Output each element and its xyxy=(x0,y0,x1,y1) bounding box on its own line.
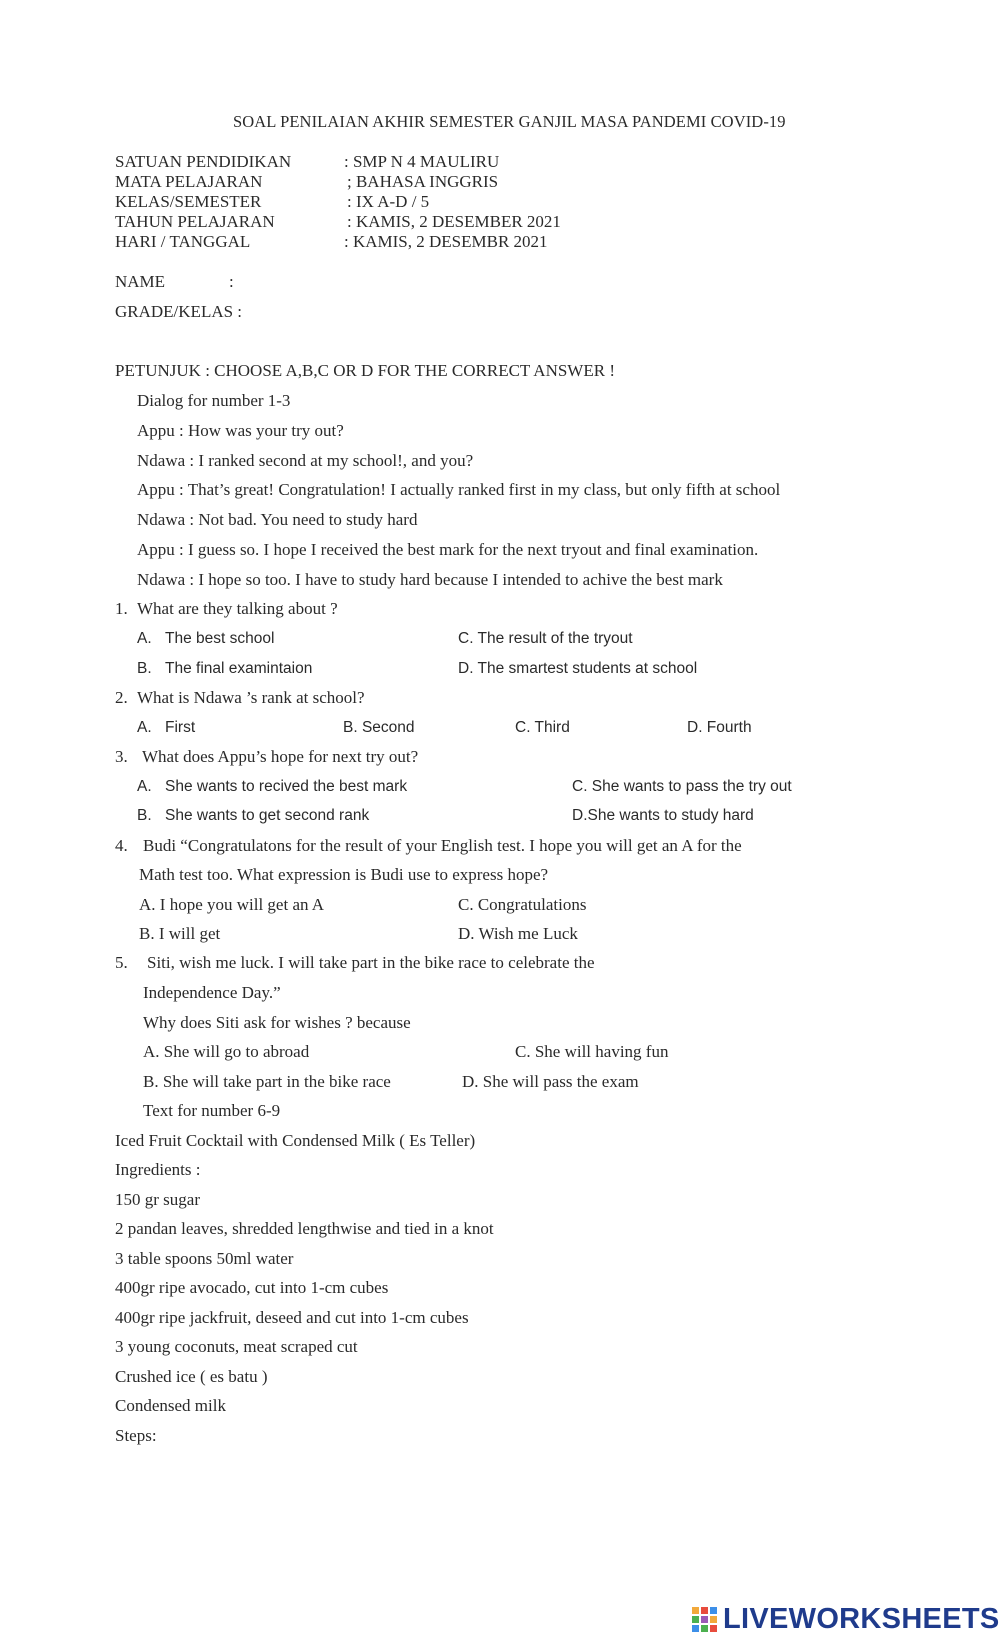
option-a-letter[interactable]: A. xyxy=(137,719,152,736)
header-value: : KAMIS, 2 DESEMBER 2021 xyxy=(347,212,561,231)
option-a[interactable]: First xyxy=(165,719,196,736)
header-value: : SMP N 4 MAULIRU xyxy=(344,152,500,171)
ingredient-item: Condensed milk xyxy=(115,1396,226,1415)
question-number: 4. xyxy=(115,836,128,855)
question-text: Independence Day.” xyxy=(143,983,281,1002)
steps-label: Steps: xyxy=(115,1426,157,1445)
page-title: SOAL PENILAIAN AKHIR SEMESTER GANJIL MASA PANDEMI COVID-19 xyxy=(233,112,786,131)
dialog-line: Ndawa : I hope so too. I have to study hard because I intended to achive the best mark xyxy=(137,570,723,589)
header-label: SATUAN PENDIDIKAN xyxy=(115,152,292,171)
option-b[interactable]: The final examintaion xyxy=(165,660,313,677)
option-a-letter[interactable]: A. xyxy=(137,630,152,647)
option-a[interactable]: A. She will go to abroad xyxy=(143,1042,310,1061)
option-b[interactable]: She wants to get second rank xyxy=(165,807,370,824)
liveworksheets-watermark[interactable] xyxy=(691,1603,1000,1635)
option-d[interactable]: D. She will pass the exam xyxy=(462,1072,639,1091)
option-b[interactable]: B. She will take part in the bike race xyxy=(143,1072,391,1091)
liveworksheets-brand: LIVEWORKSHEETS xyxy=(723,1603,1000,1635)
option-d[interactable]: D. The smartest students at school xyxy=(458,660,698,677)
option-c[interactable]: C. The result of the tryout xyxy=(458,630,633,647)
question-number: 1. xyxy=(115,599,128,618)
option-d[interactable]: D. Fourth xyxy=(687,719,752,736)
option-b-letter[interactable]: B. xyxy=(137,660,152,677)
option-a[interactable]: A. I hope you will get an A xyxy=(139,895,325,914)
recipe-title: Iced Fruit Cocktail with Condensed Milk ( Es Teller) xyxy=(115,1131,476,1150)
header-label: KELAS/SEMESTER xyxy=(115,192,262,211)
header-value: ; BAHASA INGGRIS xyxy=(347,172,499,191)
question-text: Why does Siti ask for wishes ? because xyxy=(143,1013,411,1032)
name-label: NAME xyxy=(115,272,166,291)
ingredients-label: Ingredients : xyxy=(115,1160,201,1179)
question-text: What is Ndawa ’s rank at school? xyxy=(137,688,365,707)
header-label: TAHUN PELAJARAN xyxy=(115,212,275,231)
question-number: 2. xyxy=(115,688,128,707)
ingredient-item: 400gr ripe jackfruit, deseed and cut into 1-cm cubes xyxy=(115,1308,469,1327)
option-b[interactable]: B. Second xyxy=(343,719,415,736)
dialog-line: Appu : That’s great! Congratulation! I actually ranked first in my class, but only fifth at school xyxy=(137,480,781,499)
question-text: What are they talking about ? xyxy=(137,599,338,618)
question-text: Math test too. What expression is Budi use to express hope? xyxy=(139,865,549,884)
ingredient-item: 3 table spoons 50ml water xyxy=(115,1249,294,1268)
ingredient-item: 2 pandan leaves, shredded lengthwise and tied in a knot xyxy=(115,1219,494,1238)
option-c[interactable]: C. Congratulations xyxy=(458,895,587,914)
name-colon: : xyxy=(229,272,234,291)
instructions: PETUNJUK : CHOOSE A,B,C OR D FOR THE CORRECT ANSWER ! xyxy=(115,361,615,380)
option-a[interactable]: She wants to recived the best mark xyxy=(165,778,408,795)
ingredient-item: 400gr ripe avocado, cut into 1-cm cubes xyxy=(115,1278,389,1297)
option-c[interactable]: C. She will having fun xyxy=(515,1042,669,1061)
recipe-intro: Text for number 6-9 xyxy=(143,1101,281,1120)
dialog-line: Appu : I guess so. I hope I received the best mark for the next tryout and final examination. xyxy=(137,540,759,559)
dialog-heading: Dialog for number 1-3 xyxy=(137,391,291,410)
option-b[interactable]: B. I will get xyxy=(139,924,221,943)
option-a[interactable]: The best school xyxy=(165,630,275,647)
question-text: Budi “Congratulatons for the result of your English test. I hope you will get an A for the xyxy=(143,836,742,855)
ingredient-item: 150 gr sugar xyxy=(115,1190,200,1209)
grade-label: GRADE/KELAS : xyxy=(115,302,243,321)
liveworksheets-logo-icon xyxy=(691,1605,719,1633)
dialog-line: Appu : How was your try out? xyxy=(137,421,344,440)
dialog-line: Ndawa : I ranked second at my school!, and you? xyxy=(137,451,474,470)
ingredient-item: 3 young coconuts, meat scraped cut xyxy=(115,1337,358,1356)
option-a-letter[interactable]: A. xyxy=(137,778,152,795)
option-c[interactable]: C. Third xyxy=(515,719,570,736)
question-text: Siti, wish me luck. I will take part in the bike race to celebrate the xyxy=(147,953,595,972)
dialog-line: Ndawa : Not bad. You need to study hard xyxy=(137,510,418,529)
ingredient-item: Crushed ice ( es batu ) xyxy=(115,1367,268,1386)
option-c[interactable]: C. She wants to pass the try out xyxy=(572,778,792,795)
header-value: : IX A-D / 5 xyxy=(347,192,430,211)
question-text: What does Appu’s hope for next try out? xyxy=(142,747,419,766)
header-label: HARI / TANGGAL xyxy=(115,232,251,251)
option-d[interactable]: D.She wants to study hard xyxy=(572,807,754,824)
question-number: 5. xyxy=(115,953,128,972)
option-b-letter[interactable]: B. xyxy=(137,807,152,824)
header-value: : KAMIS, 2 DESEMBR 2021 xyxy=(344,232,548,251)
header-label: MATA PELAJARAN xyxy=(115,172,263,191)
option-d[interactable]: D. Wish me Luck xyxy=(458,924,578,943)
question-number: 3. xyxy=(115,747,128,766)
